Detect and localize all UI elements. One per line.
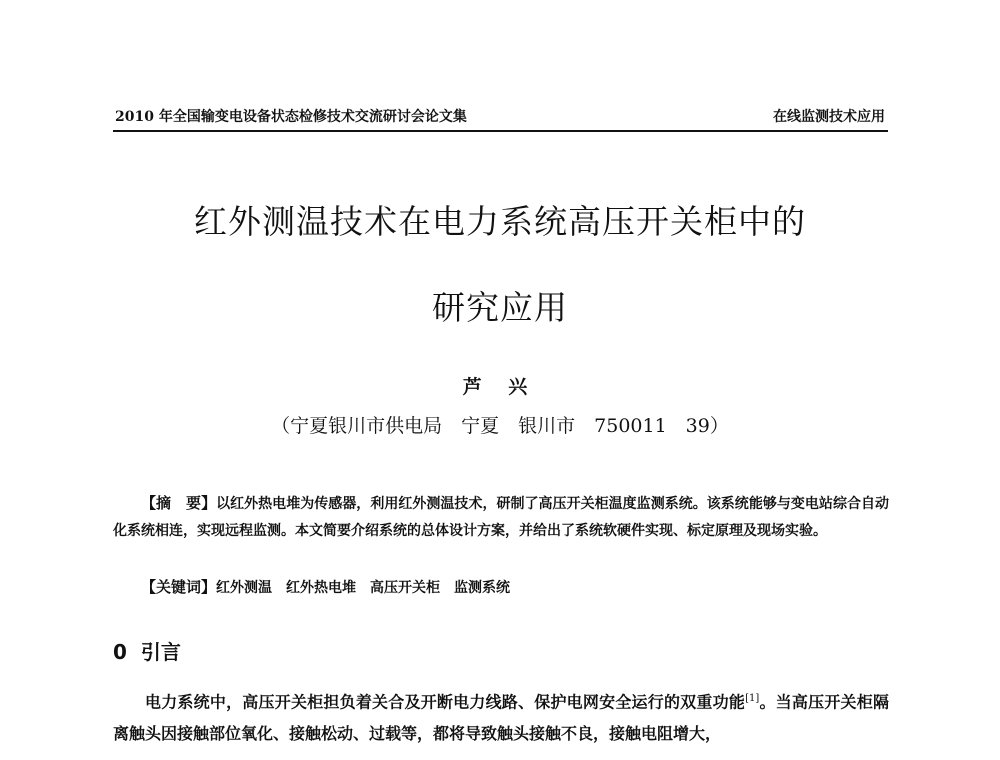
keywords-text: 红外测温 红外热电堆 高压开关柜 监测系统 [216, 580, 511, 596]
author-affiliation: （宁夏银川市供电局 宁夏 银川市 750011 39） [271, 415, 729, 437]
abstract-label: 【摘 要】 [141, 494, 217, 512]
intro-text-2: 。当高压开关柜隔离触头因接触部位氧化、接触松动、过载等，都将导致触头接触不良，接触电阻增大， [113, 692, 889, 744]
citation-1: [1] [745, 693, 760, 704]
paper-title-line-1: 红外测温技术在电力系统高压开关柜中的 [194, 202, 806, 241]
keywords-label: 【关键词】 [141, 578, 217, 596]
author-name: 芦 兴 [462, 376, 538, 398]
running-header-right: 在线监测技术应用 [773, 109, 885, 125]
intro-paragraph [113, 683, 889, 750]
keywords [141, 576, 510, 597]
running-header-left: 2010 年全国输变电设备状态检修技术交流研讨会论文集 [115, 109, 467, 125]
section-title: 引言 [140, 640, 181, 664]
section-heading [113, 636, 181, 665]
abstract [113, 490, 889, 545]
intro-text-1: 电力系统中，高压开关柜担负着关合及开断电力线路、保护电网安全运行的双重功能 [145, 692, 746, 712]
paper-title-line-2: 研究应用 [432, 288, 568, 327]
abstract-text: 以红外热电堆为传感器，利用红外测温技术，研制了高压开关柜温度监测系统。该系统能够与变电站综合自动化系统相连，实现远程监测。本文简要介绍系统的总体设计方案，并给出了系统软硬件实现、标定原理及现场实验。 [113, 496, 889, 539]
header-rule [113, 130, 888, 132]
section-number: 0 [113, 640, 127, 664]
